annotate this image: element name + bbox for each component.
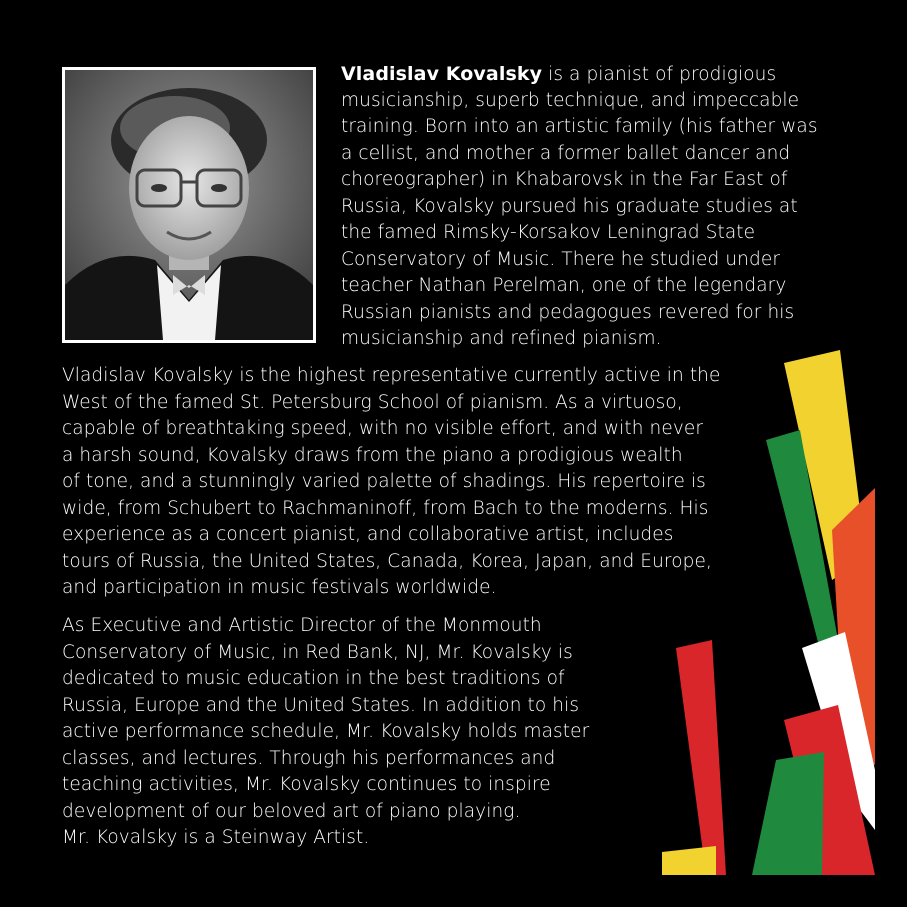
white-bar (802, 632, 875, 830)
red-bar-left (676, 640, 726, 875)
paragraph-line: Vladislav Kovalsky is the highest representative currently active in the (62, 365, 721, 386)
paragraph-line: of tone, and a stunningly varied palette of shadings. His repertoire is (62, 471, 706, 492)
paragraph-line: Mr. Kovalsky is a Steinway Artist. (62, 827, 370, 848)
paragraph-line: dedicated to music education in the best traditions of (62, 668, 565, 689)
intro-line: musicianship and refined pianism. (341, 328, 662, 349)
bio-paragraph-2 (62, 363, 720, 602)
green-bar-tall (766, 430, 838, 650)
pianist-name: Vladislav Kovalsky (341, 63, 543, 85)
paragraph-line: Conservatory of Music, in Red Bank, NJ, Mr. Kovalsky is (62, 641, 573, 663)
paragraph-line: Russia, Europe and the United States. In addition to his (62, 694, 580, 716)
intro-line: teacher Nathan Perelman, one of the legendary (341, 275, 787, 296)
paragraph-line: classes, and lectures. Through his performances and (62, 747, 556, 769)
paragraph-line: teaching activities, Mr. Kovalsky continues to inspire (62, 774, 551, 795)
paragraph-line: As Executive and Artistic Director of the Monmouth (62, 615, 542, 636)
paragraph-line: tours of Russia, the United States, Canada, Korea, Japan, and Europe, (62, 550, 712, 572)
intro-line: Conservatory of Music. There he studied under (341, 248, 781, 270)
bio-paragraph-3 (62, 613, 589, 852)
intro-line-text: is a pianist of prodigious (542, 64, 777, 85)
paragraph-line: a harsh sound, Kovalsky draws from the piano a prodigious wealth (62, 444, 683, 466)
paragraph-line: experience as a concert pianist, and collaborative artist, includes (62, 524, 674, 545)
intro-line: Russian pianists and pedagogues revered for his (341, 301, 795, 323)
green-bar-bottom (752, 752, 824, 875)
intro-line: musicianship, superb technique, and impeccable (341, 89, 800, 111)
yellow-bar-bottom (662, 846, 716, 875)
paragraph-line: development of our beloved art of piano playing. (62, 800, 521, 822)
orange-bar (832, 488, 875, 765)
paragraph-line: wide, from Schubert to Rachmaninoff, from Bach to the moderns. His (62, 497, 709, 519)
paragraph-line: West of the famed St. Petersburg School of pianism. As a virtuoso, (62, 391, 683, 413)
intro-line (341, 61, 818, 88)
intro-line: Russia, Kovalsky pursued his graduate studies at (341, 195, 798, 217)
intro-line: choreographer) in Khabarovsk in the Far East of (341, 169, 788, 190)
portrait-photo (62, 67, 316, 343)
paragraph-line: active performance schedule, Mr. Kovalsky holds master (62, 721, 590, 742)
intro-line: the famed Rimsky-Korsakov Leningrad State (341, 222, 756, 243)
intro-paragraph (341, 61, 818, 353)
paragraph-line: capable of breathtaking speed, with no visible effort, and with never (62, 418, 704, 439)
paragraph-line: and participation in music festivals worldwide. (62, 577, 497, 598)
red-bar-right (784, 705, 875, 875)
intro-line: a cellist, and mother a former ballet dancer and (341, 142, 791, 164)
portrait-image (65, 70, 313, 340)
yellow-bar-top (784, 350, 866, 580)
intro-line: training. Born into an artistic family (his father was (341, 116, 818, 137)
